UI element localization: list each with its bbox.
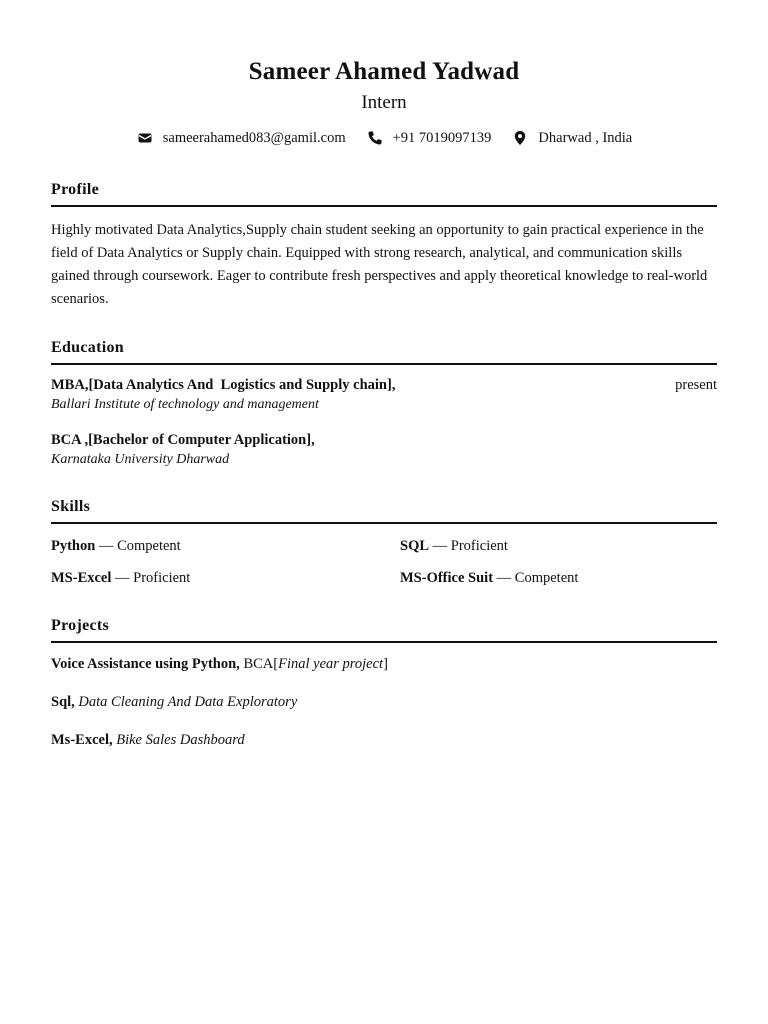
- education-date: present: [675, 377, 717, 393]
- profile-section: [51, 181, 717, 311]
- project-prefix: BCA[: [243, 656, 279, 672]
- education-item: [51, 432, 717, 468]
- education-item: [51, 377, 717, 413]
- project-subtitle: Bike Sales Dashboard: [116, 732, 245, 748]
- project-item: [51, 656, 717, 673]
- skill-name: MS-Excel: [51, 570, 112, 586]
- location-text: Dharwad , India: [538, 129, 633, 146]
- contact-phone: [366, 129, 492, 147]
- contact-location: [511, 129, 632, 147]
- candidate-name: Sameer Ahamed Yadwad: [248, 58, 520, 85]
- email-text[interactable]: sameerahamed083@gamil.com: [162, 129, 346, 146]
- project-title: Ms-Excel,: [51, 732, 113, 748]
- skill-name: MS-Office Suit: [400, 570, 494, 586]
- contact-email: [136, 129, 346, 147]
- skill-level: Competent: [514, 570, 579, 586]
- education-heading: Education: [51, 339, 717, 365]
- projects-section: [51, 617, 717, 749]
- education-degree: BCA ,[Bachelor of Computer Application],: [51, 432, 315, 448]
- project-title: Sql,: [51, 694, 75, 710]
- skill-item: Python — Competent: [51, 538, 181, 554]
- project-item: [51, 694, 717, 711]
- skill-item: MS-Office Suit — Competent: [400, 570, 579, 586]
- project-suffix: ]: [383, 656, 388, 672]
- project-title: Voice Assistance using Python,: [51, 656, 240, 672]
- profile-text: Highly motivated Data Analytics,Supply chain student seeking an opportunity to gain practical experience in the field of Data Analytics or Supply chain. Equipped with strong research, analytical, and communication skills gained through coursework. Eager to contribute fresh perspectives and apply theoretical knowledge to real-world scenarios.: [51, 222, 708, 307]
- education-section: [51, 339, 717, 468]
- skill-level: Proficient: [133, 570, 191, 586]
- project-item: [51, 732, 717, 749]
- candidate-title: Intern: [361, 92, 407, 113]
- contact-row: [51, 129, 717, 147]
- skill-name: Python: [51, 538, 96, 554]
- skills-heading: Skills: [51, 498, 717, 524]
- skill-level: Competent: [117, 538, 181, 554]
- map-pin-icon: [511, 129, 529, 147]
- profile-heading: Profile: [51, 181, 717, 207]
- skills-section: [51, 498, 717, 587]
- project-subtitle: Data Cleaning And Data Exploratory: [78, 694, 298, 710]
- skill-item: SQL — Proficient: [400, 538, 508, 554]
- education-school: Ballari Institute of technology and management: [51, 397, 319, 412]
- resume-page: [51, 0, 717, 749]
- envelope-icon: [136, 129, 154, 147]
- phone-text[interactable]: +91 7019097139: [392, 129, 492, 146]
- skill-name: SQL: [400, 538, 430, 554]
- skill-item: MS-Excel — Proficient: [51, 570, 191, 586]
- skill-level: Proficient: [450, 538, 508, 554]
- phone-icon: [366, 129, 384, 147]
- skills-grid: [51, 538, 717, 587]
- education-degree: MBA,[Data Analytics And Logistics and Supply chain],: [51, 377, 396, 393]
- projects-heading: Projects: [51, 617, 717, 643]
- project-subtitle: Final year project: [278, 656, 384, 672]
- education-school: Karnataka University Dharwad: [51, 452, 230, 467]
